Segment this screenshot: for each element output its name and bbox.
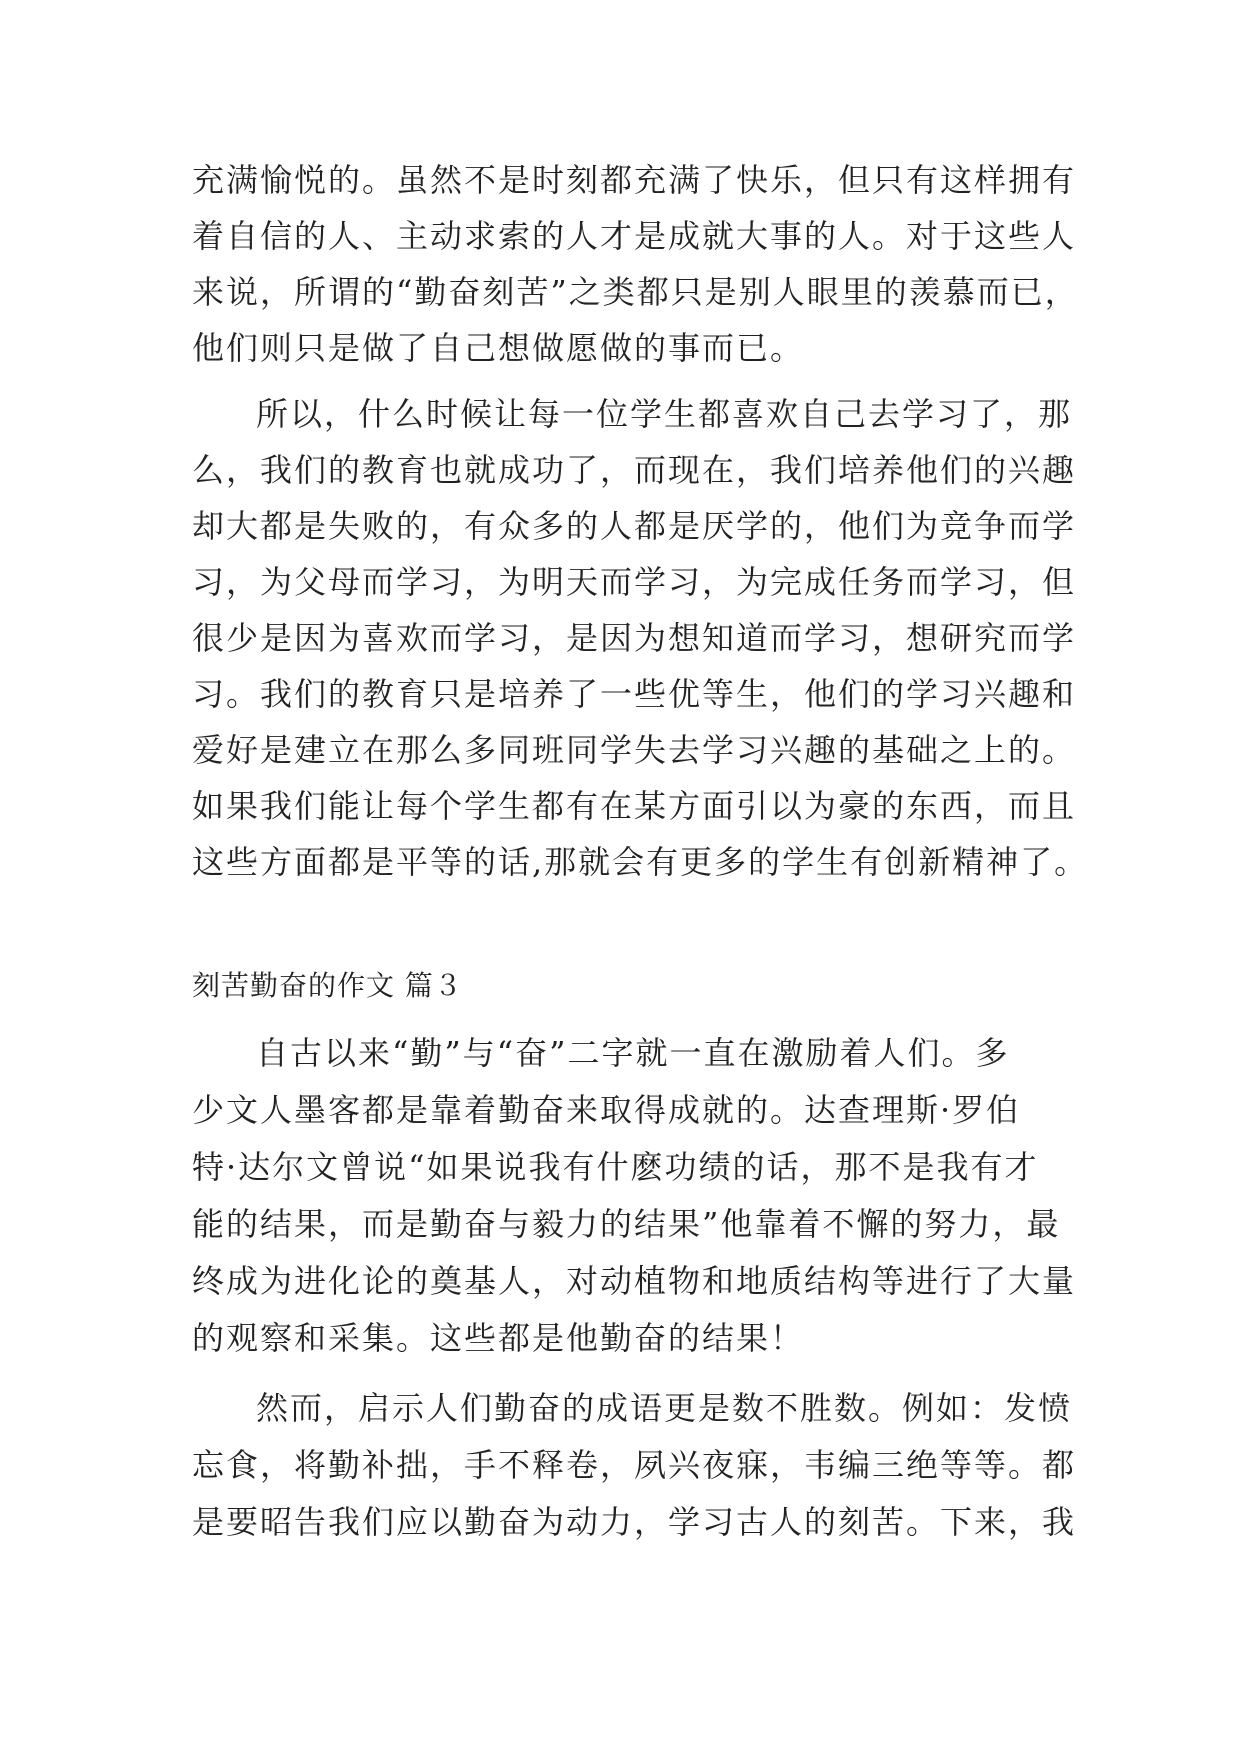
paragraph-line: 少文人墨客都是靠着勤奋来取得成就的。达查理斯·罗伯 [192,1091,1021,1129]
paragraph-line: 么，我们的教育也就成功了，而现在，我们培养他们的兴趣 [192,451,1077,489]
section-heading: 刻苦勤奋的作文 篇３ [192,969,463,1002]
paragraph-line: 所以，什么时候让每一位学生都喜欢自己去学习了，那 [256,395,1073,433]
paragraph-line: 很少是因为喜欢而学习，是因为想知道而学习，想研究而学 [192,619,1077,657]
paragraph-line: 着自信的人、主动求索的人才是成就大事的人。对于这些人 [192,217,1077,255]
paragraph-line: 他们则只是做了自己想做愿做的事而已。 [192,329,805,367]
paragraph-line: 习。我们的教育只是培养了一些优等生，他们的学习兴趣和 [192,675,1077,713]
paragraph-line: 习，为父母而学习，为明天而学习，为完成任务而学习，但 [192,563,1077,601]
paragraph-line: 来说，所谓的“勤奋刻苦”之类都只是别人眼里的羡慕而已， [192,273,1079,311]
paragraph-line: 然而，启示人们勤奋的成语更是数不胜数。例如：发愤 [256,1389,1073,1427]
paragraph-line: 终成为进化论的奠基人，对动植物和地质结构等进行了大量 [192,1262,1077,1300]
paragraph-line: 忘食，将勤补拙，手不释卷，夙兴夜寐，韦编三绝等等。都 [192,1446,1077,1484]
paragraph-line: 特·达尔文曾说“如果说我有什麽功绩的话，那不是我有才 [192,1148,1039,1186]
paragraph-line: 能的结果，而是勤奋与毅力的结果”他靠着不懈的努力，最 [192,1205,1061,1243]
paragraph-line: 爱好是建立在那么多同班同学失去学习兴趣的基础之上的。 [192,731,1077,769]
paragraph-line: 自古以来“勤”与“奋”二字就一直在激励着人们。多 [256,1034,1010,1072]
paragraph-line: 这些方面都是平等的话,那就会有更多的学生有创新精神了。 [192,843,1089,881]
paragraph-line: 如果我们能让每个学生都有在某方面引以为豪的东西，而且 [192,787,1077,825]
paragraph-line: 的观察和采集。这些都是他勤奋的结果！ [192,1319,805,1357]
paragraph-line: 充满愉悦的。虽然不是时刻都充满了快乐，但只有这样拥有 [192,161,1077,199]
paragraph-line: 却大都是失败的，有众多的人都是厌学的，他们为竞争而学 [192,507,1077,545]
paragraph-line: 是要昭告我们应以勤奋为动力，学习古人的刻苦。下来，我 [192,1503,1077,1541]
